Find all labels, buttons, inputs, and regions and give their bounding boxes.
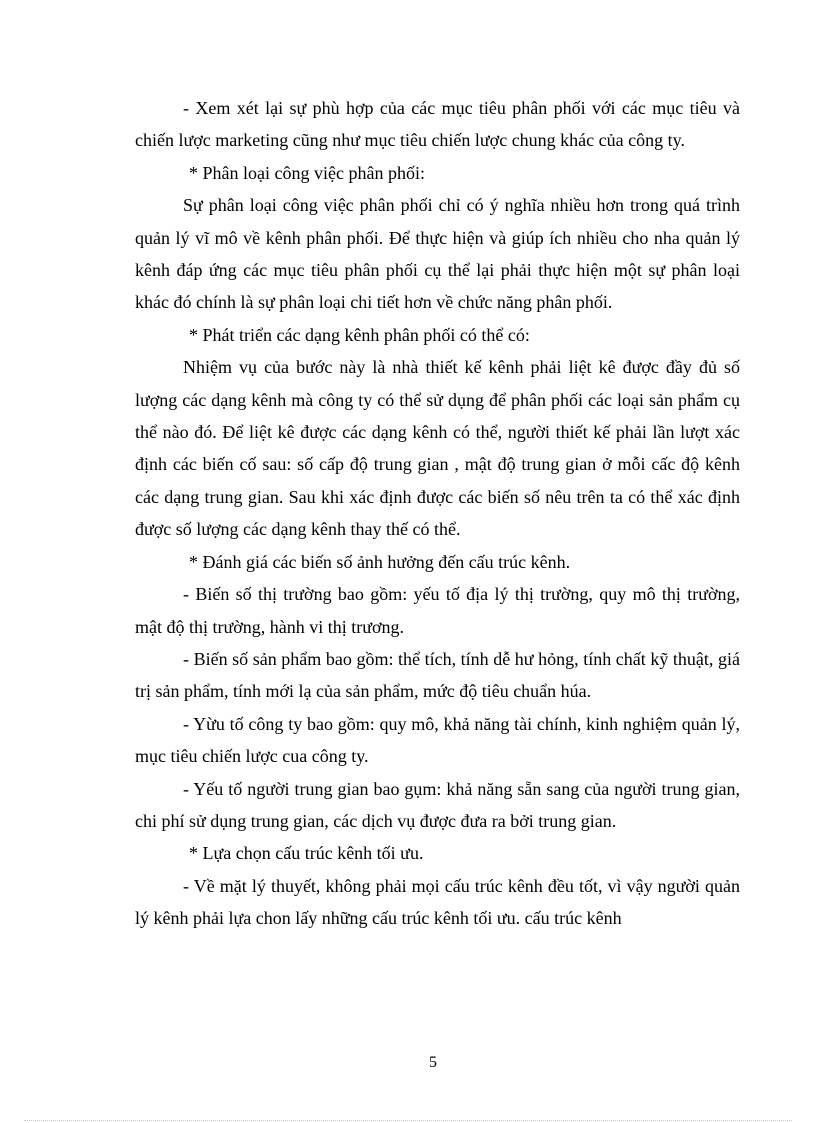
paragraph-company-factors: - Yừu tố công ty bao gồm: quy mô, khả năng tài chính, kinh nghiệm quản lý, mục tiêu chiến lược cua công ty. xyxy=(135,713,740,767)
heading-classify-distribution-work: * Phân loại công việc phân phối: xyxy=(189,162,425,183)
page-number: 5 xyxy=(429,1054,437,1071)
paragraph-select-optimal-structure: - Về mặt lý thuyết, không phải mọi cấu trúc kênh đều tốt, vì vậy người quản lý kênh phải lựa chon lấy những cấu trúc kênh tối ưu. cấu trúc kênh xyxy=(135,875,740,929)
page-body xyxy=(135,92,740,935)
paragraph-product-variables: - Biến số sản phẩm bao gồm: thể tích, tính dễ hư hỏng, tính chất kỹ thuật, giá trị sản phẩm, tính mới lạ của sản phẩm, mức độ tiêu chuẩn húa. xyxy=(135,648,740,702)
paragraph-intermediary-factors: - Yếu tố người trung gian bao gụm: khả năng sẵn sang của người trung gian, chi phí sử dụng trung gian, các dịch vụ được đưa ra bởi trung gian. xyxy=(135,778,740,831)
paragraph-market-variables: - Biến số thị trường bao gồm: yếu tố địa lý thị trường, quy mô thị trường, mật độ thị trường, hành vi thị trương. xyxy=(135,584,740,637)
paragraph-develop-channel-types: Nhiệm vụ của bước này là nhà thiết kế kênh phải liệt kê được đầy đủ số lượng các dạng kênh mà công ty có thể sử dụng để phân phối các loại sản phẩm cụ thể nào đó. Để liệt kê được các dạng kênh có thể, người thiết kế phải lần lượt xác định các biến cố sau: số cấp độ trung gian , mật độ trung gian ở mỗi cấc độ kênh các dạng trung gian. Sau khi xác định được các biến số nêu trên ta có thể xác định được số lượng các dạng kênh thay thế có thể. xyxy=(135,357,740,540)
paragraph-classify-distribution-work: Sự phân loại công việc phân phối chỉ có ý nghĩa nhiều hơn trong quá trình quản lý vĩ mô về kênh phân phối. Để thực hiện và giúp ích nhiều cho nha quản lý kênh đáp ứng các mục tiêu phân phối cụ thể lại phải thực hiện một sự phân loại khác đó chính là sự phân loại chi tiết hơn về chức năng phân phối. xyxy=(135,195,740,313)
heading-develop-channel-types: * Phát triển các dạng kênh phân phối có thể có: xyxy=(189,324,530,345)
heading-evaluate-variables: * Đánh giá các biến số ảnh hưởng đến cấu trúc kênh. xyxy=(189,551,571,572)
paragraph-review-objectives: - Xem xét lại sự phù hợp của các mục tiêu phân phối với các mục tiêu và chiến lược marketing cũng như mục tiêu chiến lược chung khác của công ty. xyxy=(135,98,740,151)
heading-select-optimal-structure: * Lựa chọn cấu trúc kênh tối ưu. xyxy=(189,843,424,864)
page-bottom-divider xyxy=(24,1120,792,1121)
